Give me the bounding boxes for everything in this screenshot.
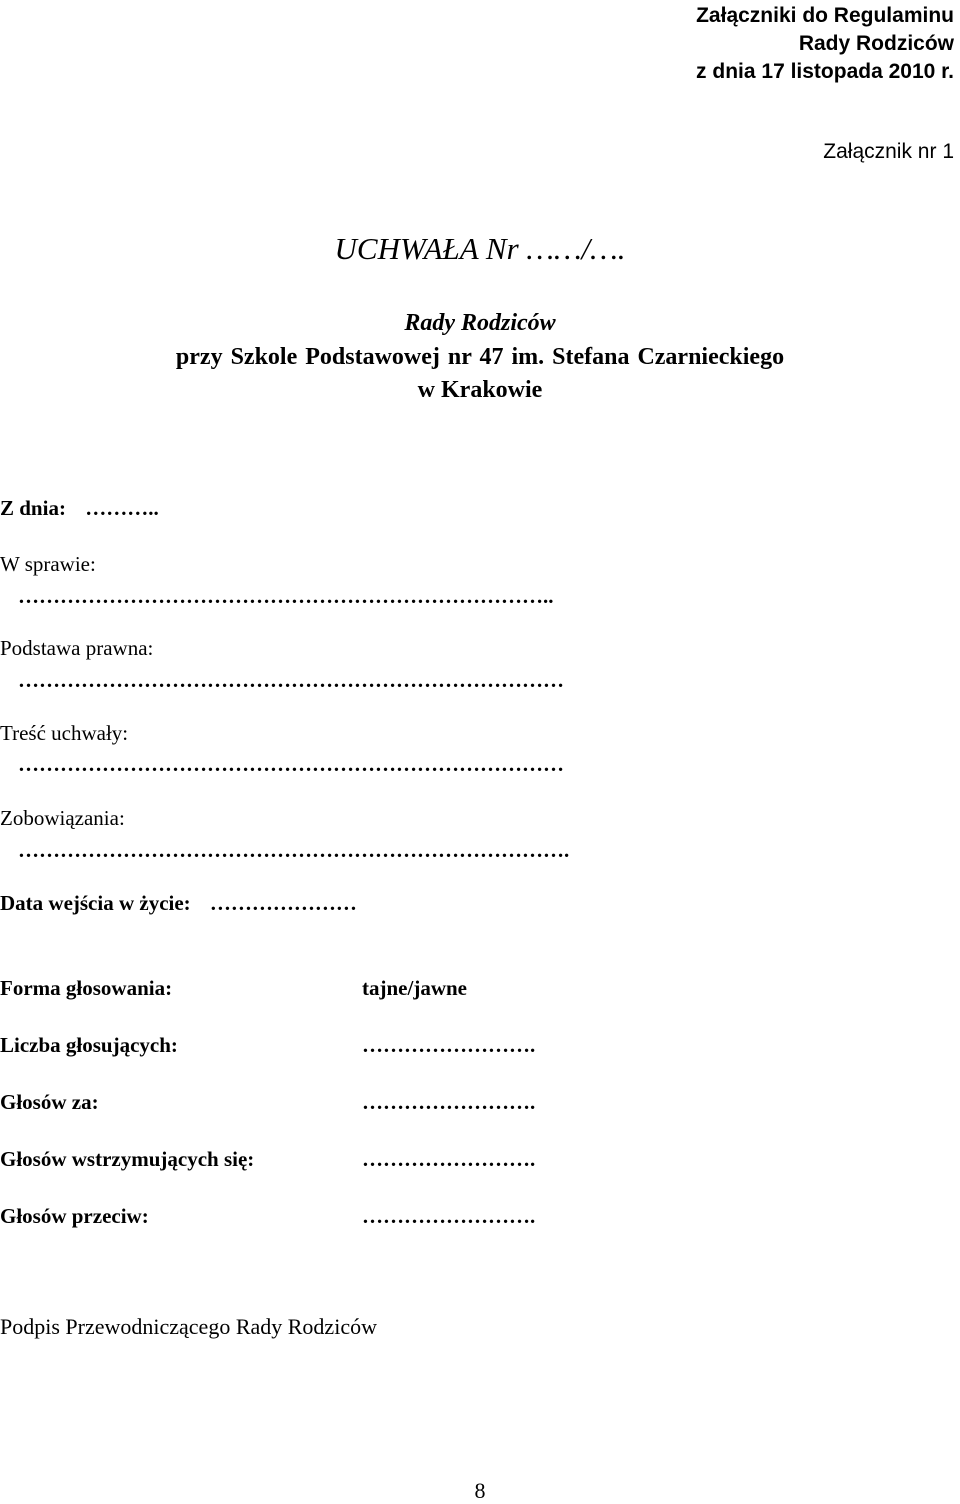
legal-basis-label: Podstawa prawna:: [0, 636, 154, 660]
obligations-label: Zobowiązania:: [0, 806, 125, 830]
votes-against-value: …………………….: [362, 1204, 536, 1228]
content-value: ……………………………………………………………………: [18, 752, 564, 776]
votes-against-label: Głosów przeciw:: [0, 1204, 149, 1228]
content-label: Treść uchwały:: [0, 721, 129, 745]
page-number: 8: [474, 1478, 486, 1503]
votes-for-label: Głosów za:: [0, 1090, 99, 1114]
date-label: Z dnia:: [0, 496, 66, 520]
voters-count-value: …………………….: [362, 1033, 536, 1057]
obligations-value: …………………………………………………………………….: [18, 838, 570, 862]
signature-line: Podpis Przewodniczącego Rady Rodziców: [0, 1314, 377, 1339]
annex-label: Załącznik nr 1: [823, 140, 954, 163]
city-name: w Krakowie: [417, 377, 543, 403]
matter-label: W sprawie:: [0, 552, 96, 576]
matter-value: …………………………………………………………………..: [18, 584, 554, 608]
effective-date-value: …………………: [209, 891, 357, 915]
resolution-title: UCHWAŁA Nr ……/….: [334, 231, 626, 266]
votes-for-value: …………………….: [362, 1090, 536, 1114]
document-header: [696, 2, 954, 86]
votes-abstain-label: Głosów wstrzymujących się:: [0, 1147, 255, 1171]
effective-date-label: Data wejścia w życie:: [0, 891, 191, 915]
school-name: przy Szkole Podstawowej nr 47 im. Stefana Czarnieckiego: [175, 344, 785, 370]
effective-date-field: [0, 891, 357, 916]
voters-count-label: Liczba głosujących:: [0, 1033, 178, 1057]
votes-abstain-value: …………………….: [362, 1147, 536, 1171]
header-line-regulations: Załączniki do Regulaminu: [696, 4, 954, 27]
voting-form-label: Forma głosowania:: [0, 976, 173, 1000]
legal-basis-value: ……………………………………………………………………: [18, 668, 564, 692]
voting-form-value: tajne/jawne: [362, 976, 467, 1000]
header-line-date: z dnia 17 listopada 2010 r.: [696, 60, 954, 83]
header-line-council: Rady Rodziców: [798, 32, 954, 55]
council-name: Rady Rodziców: [404, 310, 556, 336]
date-field: [0, 496, 159, 521]
date-value: ………..: [85, 496, 159, 520]
